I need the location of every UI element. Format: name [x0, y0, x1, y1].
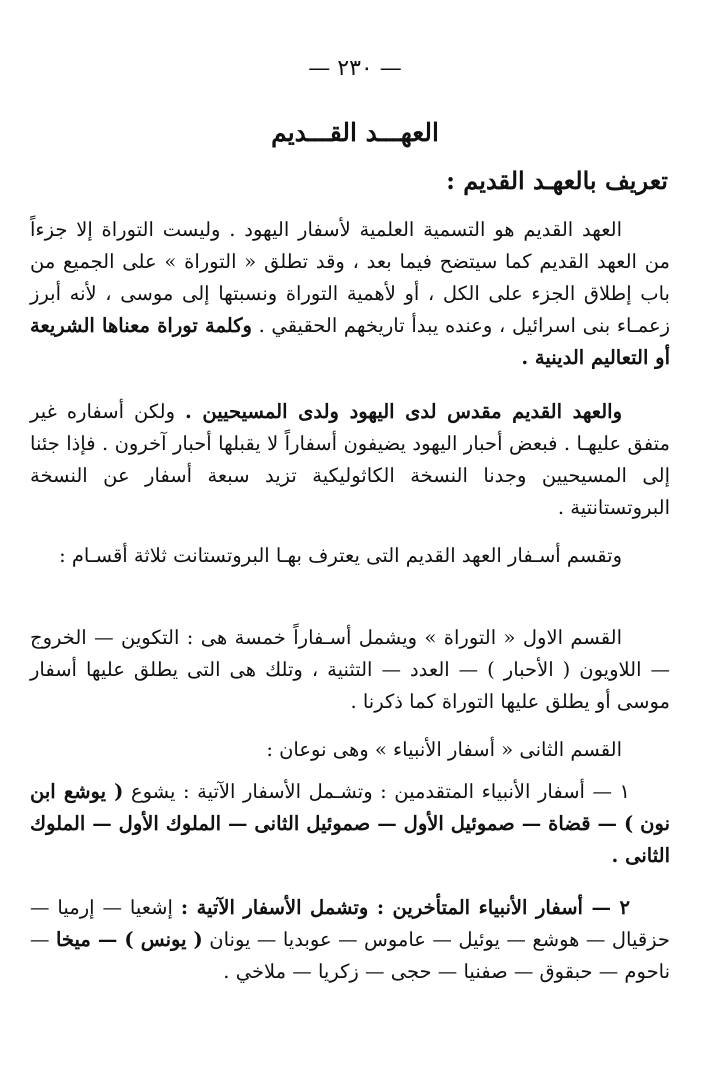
paragraph-bold-text: والعهد القديم مقدس لدى اليهود ولدى المسيحيين .: [185, 400, 622, 423]
list-item-text: إشعيا — إرميا — حزقيال — هوشع — يوئيل — عاموس — عوبديا — يونان: [30, 896, 670, 951]
paragraph-text: ولكن أسفاره غير متفق عليهـا . فبعض أحبار اليهود يضيفون أسفاراً لا يقبلها أحبار آخرون . فإذا جئنا إلى المسيحيين وجدنا النسخة الكاثوليكية تزيد سبعة أسفار عن النسخة البروتستانتية .: [30, 400, 670, 519]
list-item-bold-text: ( يونس ) — ميخا: [55, 928, 203, 951]
paragraph-text: العهد القديم هو التسمية العلمية لأسفار اليهود . وليست التوراة إلا جزءاً من العهد القديم كما سيتضح فيما بعد ، وقد تطلق « التوراة » على الجميع من باب إطلاق الجزء على الكل ، أو لأهمية التوراة ونسبتها إلى موسى ، لأنه أبرز زعمـاء بنى اسرائيل ، وعنده يبدأ تاريخهم الحقيقي .: [30, 218, 671, 337]
paragraph-text: القسم الاول « التوراة » ويشمل أسـفاراً خمسة هى : التكوين — الخروج — اللاويون ( الأحبار ) — العدد — التثنية ، وتلك هى التى يطلق عليها أسفار موسى أو يطلق عليها التوراة كما ذكرنا .: [30, 626, 670, 713]
paragraph-sanctity: [30, 396, 670, 524]
list-item-bold-text: ٢ — أسفار الأنبياء المتأخرين : وتشمل الأسفار الآتية :: [180, 896, 630, 919]
paragraph-first-section: [30, 622, 670, 718]
section-heading: تعريف بالعهـد القديم :: [446, 166, 668, 195]
paragraph-definition: [30, 214, 670, 374]
list-item-latter-prophets: [30, 892, 670, 988]
list-item-bold-text: ( يوشع ابن نون ) — قضاة — صموئيل الأول — صموئيل الثانى — الملوك الأول — الملوك الثانى .: [30, 780, 670, 867]
list-item-text: — ناحوم — حبقوق — صفنيا — حجى — زكريا — ملاخي .: [30, 928, 670, 983]
page-number: — ٢٣٠ —: [308, 56, 402, 81]
paragraph-text: القسم الثانى « أسفار الأنبياء » وهى نوعان :: [266, 738, 622, 761]
paragraph-division: [30, 540, 670, 572]
list-item-text: ١ — أسفار الأنبياء المتقدمين : وتشـمل الأسفار الآتية : يشوع: [130, 780, 631, 803]
paragraph-text: وتقسم أسـفار العهد القديم التى يعترف بهـا البروتستانت ثلاثة أقسـام :: [59, 544, 622, 567]
paragraph-bold-text: وكلمة توراة معناها الشريعة أو التعاليم الدينية .: [30, 314, 670, 369]
list-item-former-prophets: [30, 776, 670, 872]
chapter-title: العهـــد القـــديم: [271, 118, 439, 147]
paragraph-second-section: [30, 734, 670, 766]
